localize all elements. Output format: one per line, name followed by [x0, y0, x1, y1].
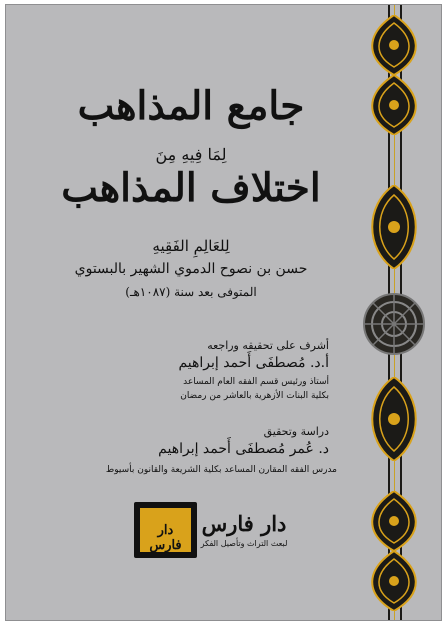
ornament-medallion-mid-top	[361, 185, 427, 269]
ornament-rosette	[361, 291, 427, 357]
book-cover	[5, 4, 442, 621]
editor-title: مدرس الفقه المقارن المساعد بكلية الشريعة والقانون بأسيوط	[105, 465, 337, 475]
supervisor-name: أ.د. مُصطفَى أَحمد إبراهيم	[178, 355, 329, 371]
supervisor-title-1: أستاذ ورئيس قسم الفقه العام المساعد	[183, 377, 329, 387]
supervisor-title-2: بكلية البنات الأزهرية بالعاشر من رمضان	[180, 391, 329, 401]
study-label: دراسة وتحقيق	[263, 425, 329, 438]
author-prefix: لِلعَالِمِ الفَقِيهِ	[152, 237, 230, 255]
subtitle: لِمَا فِيهِ مِنَ	[155, 145, 227, 164]
publisher-logo-text: دار فارس	[149, 523, 182, 553]
ornamental-band	[344, 5, 442, 621]
title-line-2: اختلاف المذاهب	[61, 165, 321, 211]
publisher-name: دار فارس	[201, 511, 287, 536]
ornament-medallion-mid-bottom	[361, 377, 427, 461]
ornament-medallion-top	[361, 15, 427, 135]
supervision-label: أشرف على تحقيقه وراجعه	[207, 339, 329, 352]
author-name: حسن بن نصوح الدموي الشهير بالبستوي	[74, 261, 308, 277]
author-death-date: المتوفى بعد سنة (١٠٨٧هـ)	[125, 285, 257, 299]
publisher-tagline: لبعث التراث وتأصيل الفكر	[200, 539, 288, 548]
editor-name: د. عُمر مُصطفَى أَحمد إبراهيم	[158, 441, 329, 457]
ornament-medallion-bottom	[361, 491, 427, 611]
title-line-1: جامع المذاهب	[77, 83, 305, 129]
